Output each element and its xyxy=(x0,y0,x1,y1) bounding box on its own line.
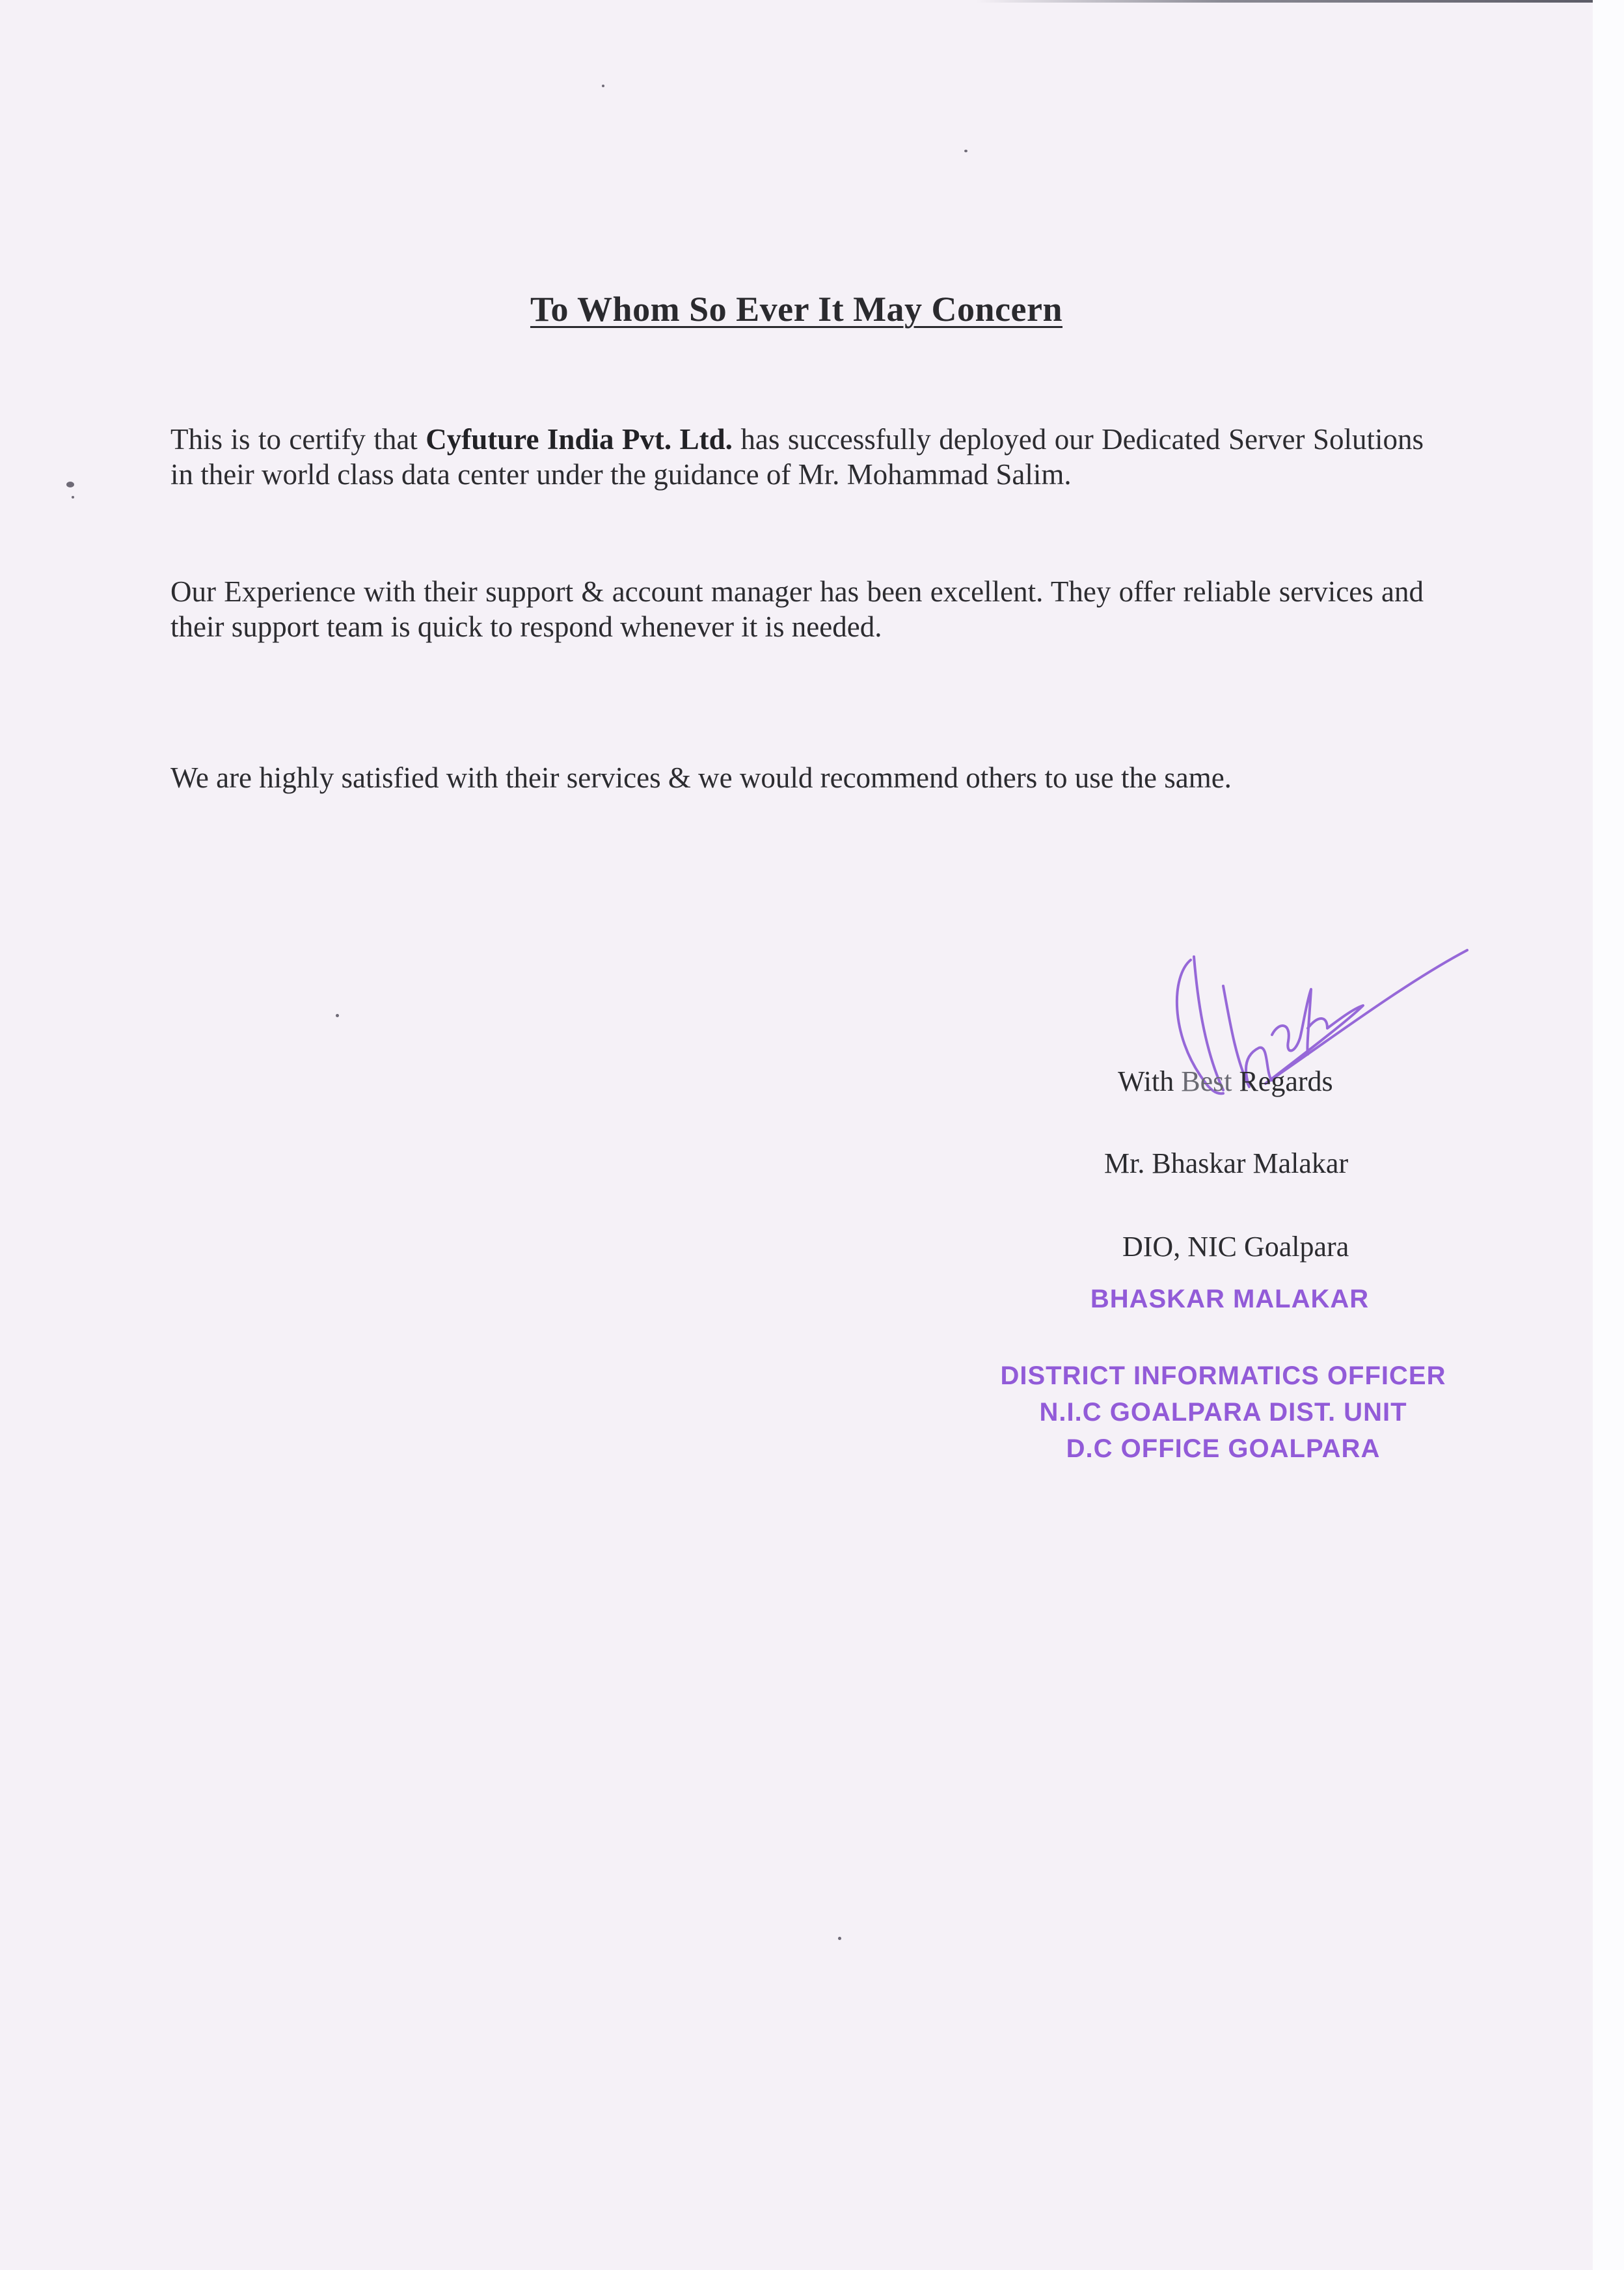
stamp-line-2: N.I.C GOALPARA DIST. UNIT xyxy=(1039,1398,1407,1427)
scan-speck xyxy=(336,1014,339,1017)
signatory-name: Mr. Bhaskar Malakar xyxy=(1104,1147,1349,1179)
salutation-regards: Regards xyxy=(1232,1065,1333,1097)
scan-top-edge-line xyxy=(976,0,1593,3)
scan-speck xyxy=(838,1937,841,1940)
scan-edge xyxy=(1593,0,1624,2270)
signature-stroke xyxy=(1272,989,1311,1054)
scan-speck xyxy=(602,85,604,87)
signature-stroke xyxy=(1265,950,1467,1084)
letter-title-text: To Whom So Ever It May Concern xyxy=(530,290,1063,329)
certification-body: has successfully deployed our Dedicated Server Solutions in their world class data center under the guidance of Mr. Mohammad Salim. xyxy=(170,423,1424,491)
scan-speck xyxy=(964,150,968,152)
company-name: Cyfuture India Pvt. Ltd. xyxy=(426,423,733,456)
signatory-designation: DIO, NIC Goalpara xyxy=(1122,1231,1349,1263)
certification-intro: This is to certify that xyxy=(170,423,426,456)
paragraph-recommendation: We are highly satisfied with their services & we would recommend others to use the same. xyxy=(170,761,1232,794)
paragraph-experience: Our Experience with their support & account manager has been excellent. They offer reliable services and their support team is quick to respond whenever it is needed. xyxy=(170,575,1424,643)
handwritten-signature xyxy=(1132,924,1470,1139)
stamp-name: BHASKAR MALAKAR xyxy=(1090,1285,1370,1313)
paragraph-certification xyxy=(170,422,1424,492)
salutation-best: Best xyxy=(1181,1065,1232,1097)
letter-title xyxy=(0,289,1593,329)
salutation-with: With xyxy=(1118,1065,1182,1097)
scan-speck xyxy=(72,496,74,499)
scan-speck xyxy=(66,482,74,487)
stamp-line-3: D.C OFFICE GOALPARA xyxy=(1066,1434,1381,1463)
closing-salutation xyxy=(1118,1065,1333,1098)
stamp-line-1: DISTRICT INFORMATICS OFFICER xyxy=(1000,1361,1446,1390)
